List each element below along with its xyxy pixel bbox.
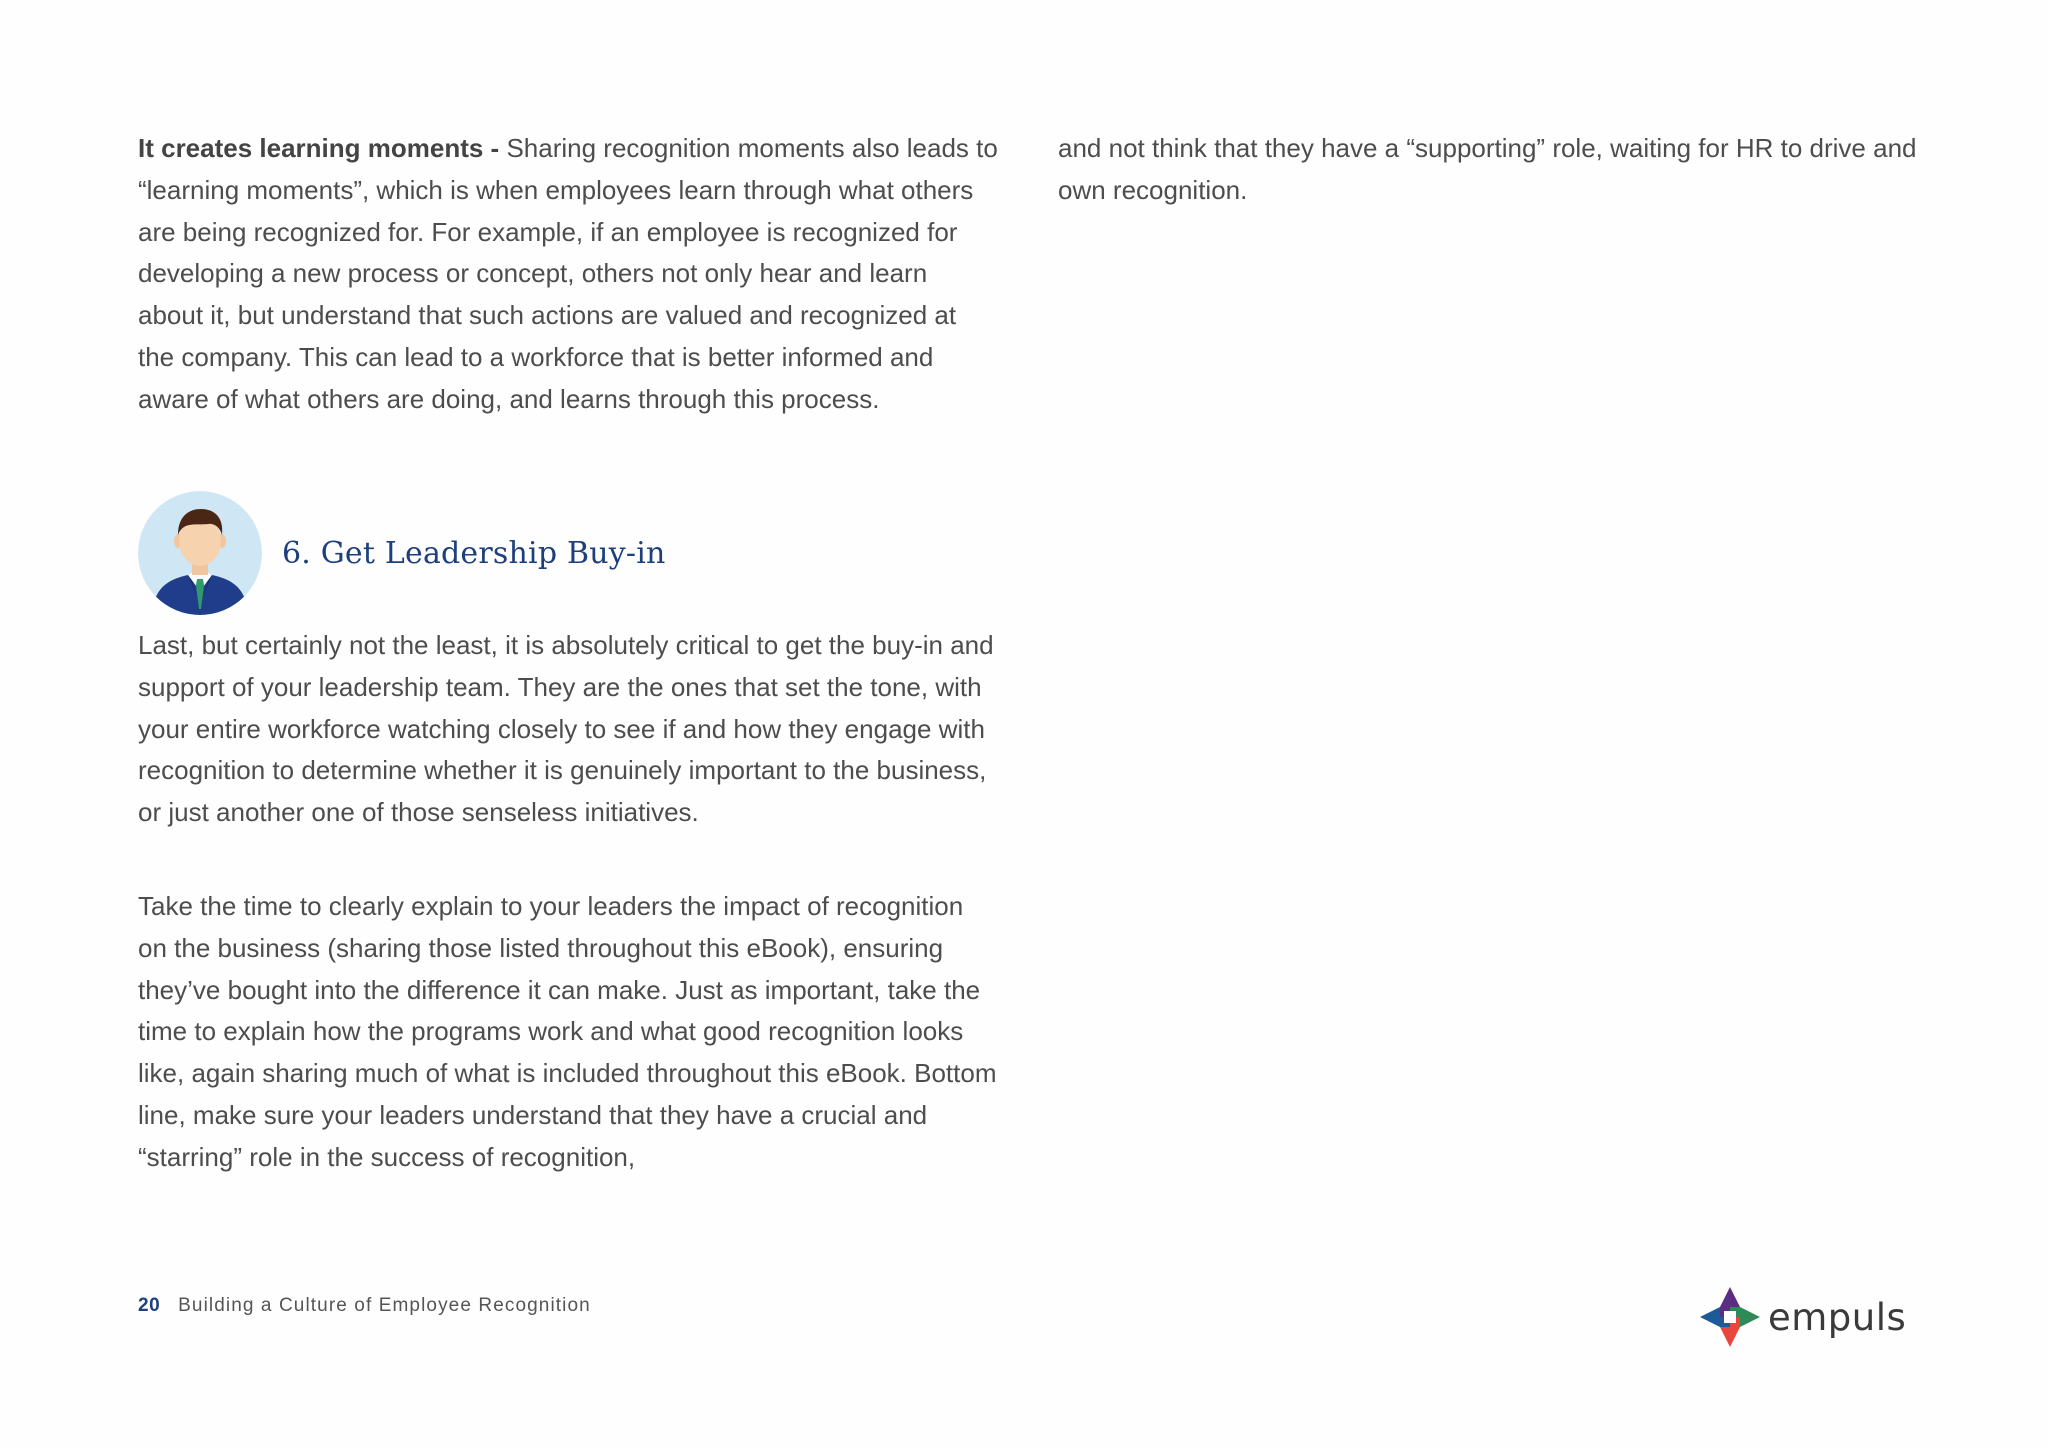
- page-footer: [138, 1295, 591, 1317]
- leadership-para-1: [138, 625, 998, 834]
- right-column-paragraph: and not think that they have a “supporting” role, waiting for HR to drive and own recognition.: [1058, 133, 1917, 205]
- left-column-para1: [138, 128, 998, 421]
- section-heading-title: 6. Get Leadership Buy-in: [282, 535, 666, 571]
- empuls-wordmark: empuls: [1768, 1295, 1907, 1339]
- page-number: 20: [138, 1295, 161, 1316]
- footer-title: Building a Culture of Employee Recognition: [178, 1295, 591, 1316]
- leadership-paragraph-2: Take the time to clearly explain to your leaders the impact of recognition on the business (sharing those listed throughout this eBook), ensuring they’ve bought into the difference it can make. Just as important, take the time to explain how the programs work and what good recognition looks like, again sharing much of what is included throughout this eBook. Bottom line, make sure your leaders understand that they have a crucial and “starring” role in the success of recognition,: [138, 891, 997, 1172]
- section-heading-row: [138, 490, 666, 616]
- learning-moments-text: Sharing recognition moments also leads to “learning moments”, which is when employees learn through what others are being recognized for. For example, if an employee is recognized for developing a new process or concept, others not only hear and learn about it, but understand that such actions are valued and recognized at the company. This can lead to a workforce that is better informed and aware of what others are doing, and learns through this process.: [138, 133, 998, 414]
- leadership-para-2: [138, 886, 998, 1179]
- right-column: [1058, 128, 1918, 212]
- empuls-logo-icon: [1698, 1285, 1762, 1349]
- leadership-paragraph-1: Last, but certainly not the least, it is absolutely critical to get the buy-in and support of your leadership team. They are the ones that set the tone, with your entire workforce watching closely to see if and how they engage with recognition to determine whether it is genuinely important to the business, or just another one of those senseless initiatives.: [138, 630, 994, 828]
- empuls-logo: [1698, 1285, 1906, 1349]
- businessman-avatar-icon: [138, 491, 262, 615]
- learning-moments-paragraph: [138, 128, 998, 421]
- learning-moments-lead: It creates learning moments -: [138, 133, 500, 163]
